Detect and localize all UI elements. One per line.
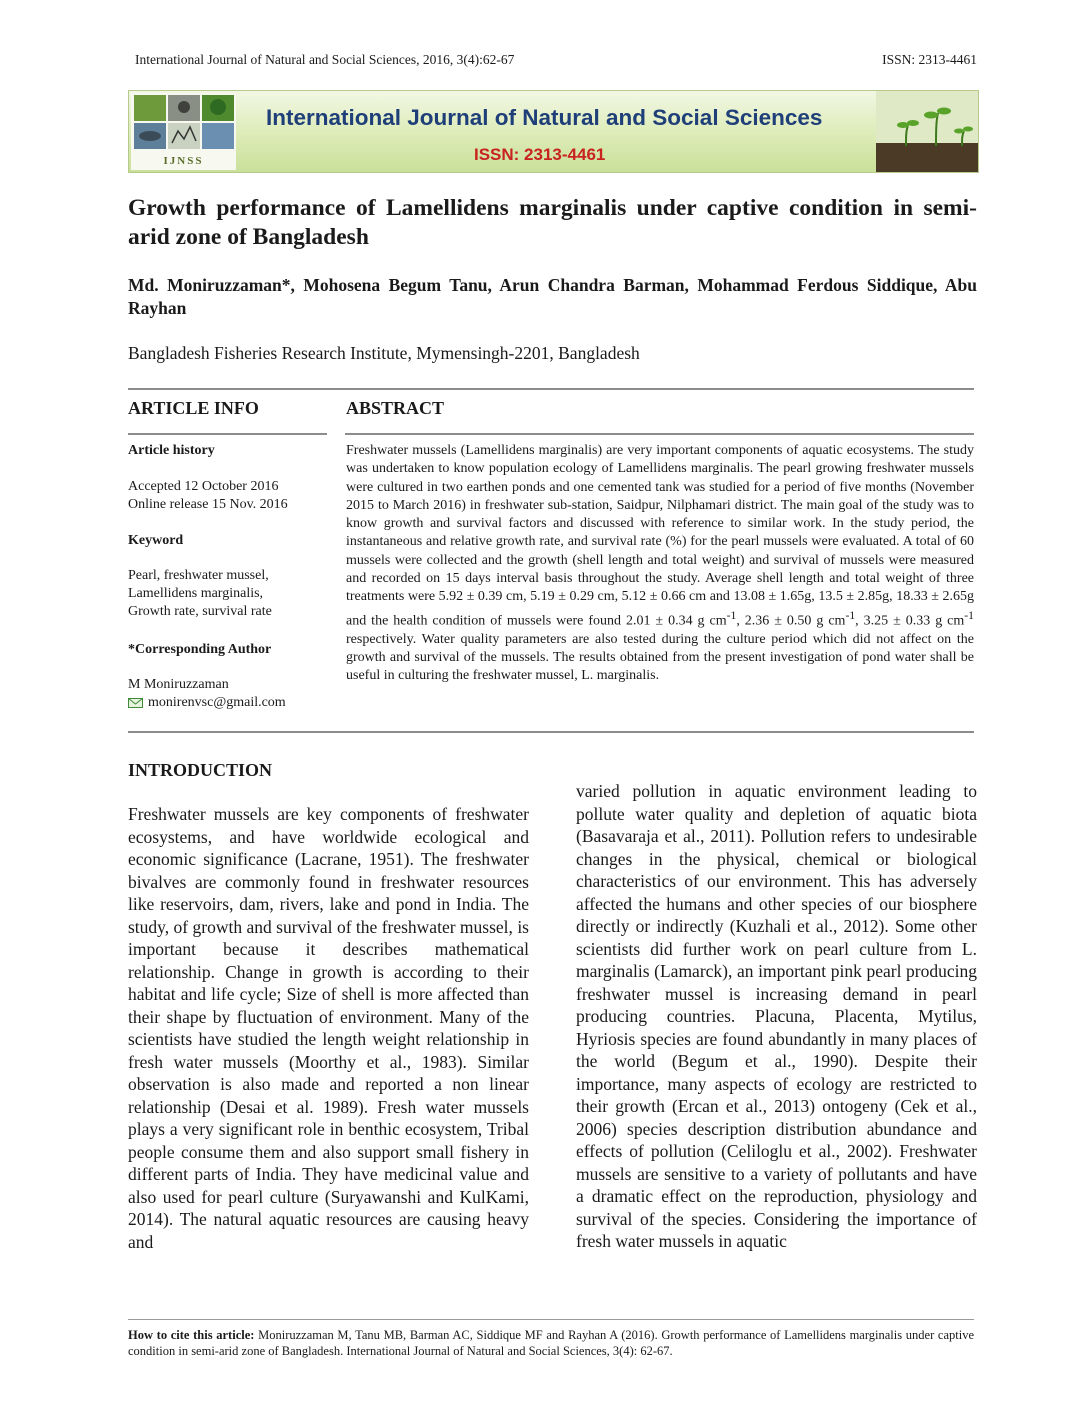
citation-text: Moniruzzaman M, Tanu MB, Barman AC, Siddique MF and Rayhan A (2016). Growth performance of Lamellidens marginalis under captive condition in semi-arid zone of Bangladesh. International Journal of Natural and Social Sciences, 3(4): 62-67. [128,1328,974,1358]
issn-header: ISSN: 2313-4461 [882,52,977,67]
online-release-date: Online release 15 Nov. 2016 [128,497,288,512]
corresponding-name: M Moniruzzaman [128,677,229,692]
paper-title: Growth performance of Lamellidens marginalis under captive condition in semi-arid zone of Bangladesh [128,195,977,250]
introduction-heading: INTRODUCTION [128,760,273,780]
logo-text: IJNSS [163,155,204,167]
logo-collage-icon [134,95,234,149]
journal-banner [128,90,979,173]
divider [128,731,974,733]
keyword-line: Growth rate, survival rate [128,604,272,619]
article-history-label: Article history [128,443,215,458]
journal-logo [131,93,236,170]
seedlings-icon [876,91,978,172]
corresponding-author [128,676,328,712]
email-link[interactable]: monirenvsc@gmail.com [148,695,286,710]
keyword-list [128,567,328,621]
banner-issn: ISSN: 2313-4461 [474,145,606,164]
introduction-right-column: varied pollution in aquatic environment leading to pollute water quality and depletion of aquatic biota (Basavaraja et al., 2011). Pollution refers to undesirable changes in the physical, chemical or biological characteristics of our environment. This has adversely affected the humans and other species of our biosphere directly or indirectly (Kuzhali et al., 2012). Some other scientists did further work on pearl culture from L. marginalis (Lamarck), an important pink pearl producing freshwater mussel is increasing demand in pearl producing countries. Placuna, Placenta, Mytilus, Hyriosis species are found abundantly in many places of the world (Begum et al., 1990). Despite their importance, many aspects of ecology are restricted to their growth (Ercan et al., 2013) ontogeny (Cek et al., 2006) species description distribution abundance and effects of pollution (Celiloglu et al., 2002). Freshwater mussels are sensitive to a variety of pollutants and have a dramatic effect on the reproduction, physiology and survival of the species. Considering the importance of fresh water mussels in aquatic [576,781,977,1251]
divider [128,388,974,390]
how-to-cite [128,1327,974,1359]
article-history [128,478,328,514]
author-list: Md. Moniruzzaman*, Mohosena Begum Tanu, Arun Chandra Barman, Mohammad Ferdous Siddique, Abu Rayhan [128,275,977,318]
introduction-left-column: Freshwater mussels are key components of freshwater ecosystems, and have worldwide ecological and economic significance (Lacrane, 1951). The freshwater bivalves are commonly found in freshwater resources like reservoirs, dam, rivers, lake and pond in India. The study, of growth and survival of the freshwater mussel, is important because it describes mathematical relationship. Change in growth is according to their habitat and life cycle; Size of shell is more affected than their shape by fluctuation of environment. Many of the scientists have studied the length weight relationship in fresh water mussels (Moorthy et al., 1983). Similar observation is also made and reported a non linear relationship (Desai et al. 1989). Fresh water mussels plays a very significant role in benthic ecosystem, Tribal people consume them and also support small fishery in different parts of India. They have medicinal value and also used for pearl culture (Suryawanshi and KulKami, 2014). The natural aquatic resources are causing heavy and [128,804,529,1252]
divider [128,433,327,435]
envelope-icon [128,698,143,708]
keyword-label: Keyword [128,533,184,548]
running-head [135,52,977,70]
journal-title: International Journal of Natural and Social Sciences [266,105,823,130]
journal-reference: International Journal of Natural and Social Sciences, 2016, 3(4):62-67 [135,52,515,67]
article-info-heading: ARTICLE INFO [128,398,259,418]
divider [345,433,974,435]
corresponding-author-label: *Corresponding Author [128,642,272,657]
footer-divider [128,1319,974,1320]
abstract-body: Freshwater mussels (Lamellidens marginalis) are very important components of aquatic ecosystems. The study was undertaken to know population ecology of Lamellidens marginalis. The pearl growing freshwater mussels were cultured in two earthen ponds and one cemented tank was studied for a period of five months (November 2015 to March 2016) in freshwater sub-station, Saidpur, Nilphamari district. The main goal of the study was to know growth and survival factors and discussed with reference to similar work. In the study period, the instantaneous and relative growth rate, and survival rate (%) for the pearl mussels were evaluated. A total of 60 mussels were collected and the growth (shell length and total weight) and survival of mussels were measured and recorded on 15 days interval basis throughout the study. Average shell length and total weight of three treatments were 5.92 ± 0.39 cm, 5.19 ± 0.29 cm, 5.12 ± 0.66 cm and 13.08 ± 1.65g, 13.5 ± 2.85g, 18.33 ± 2.65g and the health condition of mussels were found 2.01 ± 0.34 g $cm^{-1}$, 2.36 ± 0.50 g $cm^{-1}$, 3.25 ± 0.33 g $cm^{-1}$ respectively. Water quality parameters are also tested during the culture period which did not affect on the growth and survival of the mussels. The results obtained from the present investigation of pond water shall be useful in culturing the freshwater mussel, L. marginalis. [346,443,974,684]
keyword-line: Lamellidens marginalis, [128,586,264,601]
citation-label: How to cite this article: [128,1328,255,1342]
abstract-heading: ABSTRACT [346,398,445,418]
keyword-line: Pearl, freshwater mussel, [128,568,269,583]
corresponding-email-row[interactable] [128,694,328,712]
accepted-date: Accepted 12 October 2016 [128,479,279,494]
affiliation: Bangladesh Fisheries Research Institute, Mymensingh-2201, Bangladesh [128,343,640,363]
